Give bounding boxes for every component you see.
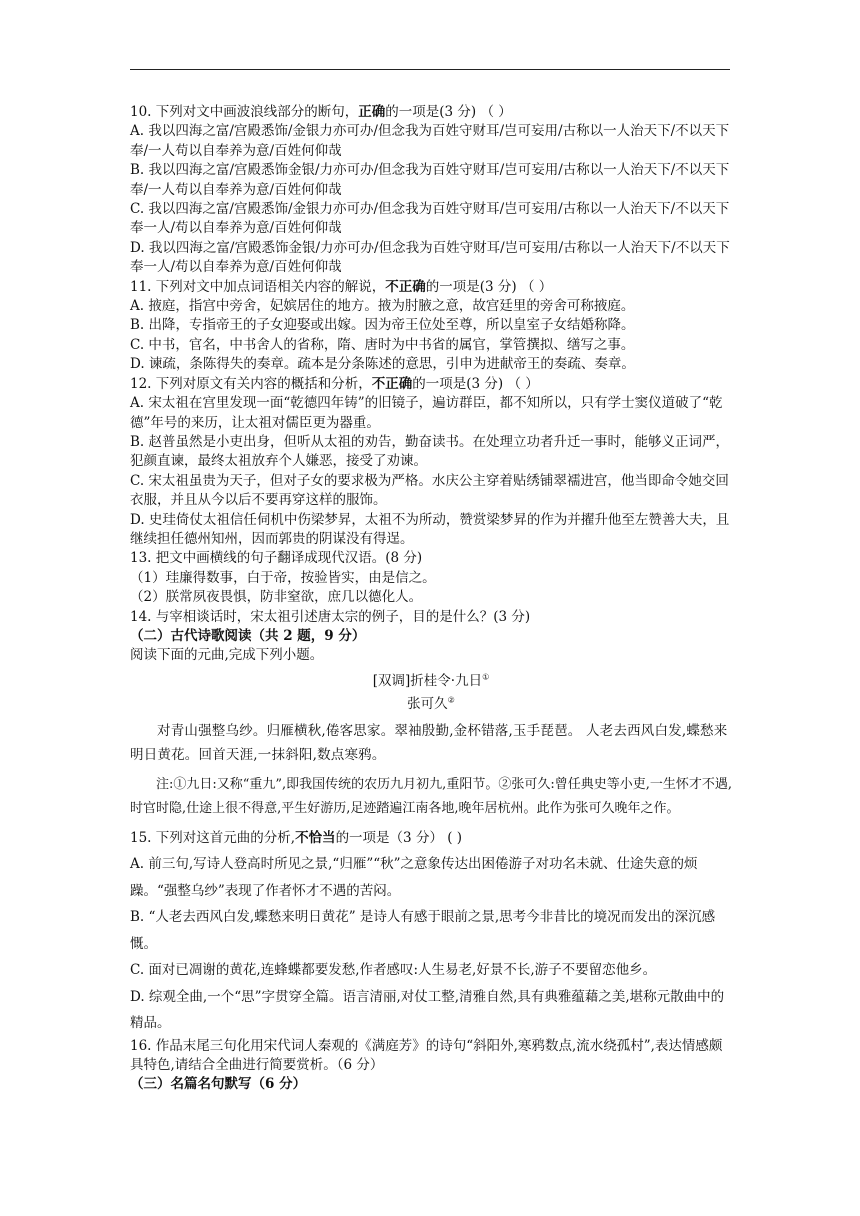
header-rule [130,69,730,70]
poem-title-text: [双调]折桂令·九日 [372,672,483,689]
q15-stem-emphasis: 不恰当 [295,829,336,846]
q10-stem-tail: 的一项是(3 分) （ ） [385,104,512,120]
q12-stem-tail: 的一项是(3 分) （ ） [412,375,539,392]
poem-body: 对青山强整乌纱。归雁横秋,倦客思家。翠袖殷勤,金杯错落,玉手琵琶。 人老去西风白发,蝶愁来明日黄花。回首天涯,一抹斜阳,数点寒鸦。 [130,722,728,763]
section2-heading: （二）古代诗歌阅读（共 2 题，9 分） [130,627,366,644]
page-content [130,103,732,1095]
q10-option-a: A. 我以四海之富/宫殿悉饰/金银力亦可办/但念我为百姓守财耳/岂可妄用/古称以一人治天下/不以天下奉/一人苟以自奉养为意/百姓何仰哉 [130,123,730,159]
q11-option-a: A. 掖庭，指宫中旁舍，妃嫔居住的地方。掖为肘腋之意，故宫廷里的旁舍可称掖庭。 [130,298,635,315]
q12-option-d: D. 史珪倚仗太祖信任伺机中伤梁梦昇，太祖不为所动，赞赏梁梦昇的作为并擢升他至左赞善大夫，且继续担任德州知州，因而郭贵的阴谋没有得逞。 [130,511,730,547]
q12-stem-text: 12. 下列对原文有关内容的概括和分析， [130,375,372,392]
q10-stem-text: 10. 下列对文中画波浪线部分的断句， [130,104,359,120]
q16-stem: 16. 作品末尾三句化用宋代词人秦观的《满庭芳》的诗句“斜阳外,寒鸦数点,流水绕孤村”,表达情感颇具特色,请结合全曲进行简要赏析。（6 分） [130,1037,723,1073]
section3-heading: （三）名篇名句默写（6 分） [130,1076,307,1093]
poem-author [130,695,732,714]
q10-stem [130,103,732,122]
q12-stem [130,375,732,394]
q12-stem-emphasis: 不正确 [371,375,413,392]
q12-option-a: A. 宋太祖在宫里发现一面“乾德四年铸”的旧镜子，遍访群臣，都不知所以，只有学士窦仪道破了“乾德”年号的来历，让太祖对儒臣更为器重。 [130,395,723,431]
q15-option-a: A. 前三句,写诗人登高时所见之景,“归雁”“秋”之意象传达出困倦游子对功名未就、仕途失意的烦躁。“强整乌纱”表现了作者怀才不遇的苦闷。 [130,856,698,899]
q11-option-c: C. 中书，官名，中书舍人的省称，隋、唐时为中书省的属官，掌管撰拟、缮写之事。 [130,336,635,353]
poem-title-note-mark: ① [482,672,490,682]
q10-option-b: B. 我以四海之富/宫殿悉饰金银/力亦可办/但念我为百姓守财耳/岂可妄用/古称以一人治天下/不以天下奉/一人苟以自奉养为意/百姓何仰哉 [130,162,730,198]
q15-option-c: C. 面对已凋谢的黄花,连蜂蝶都要发愁,作者感叹:人生易老,好景不长,游子不要留恋他乡。 [130,962,657,979]
poem-author-note-mark: ② [447,695,455,705]
q11-option-d: D. 谏疏，条陈得失的奏章。疏本是分条陈述的意思，引申为进献帝王的奏疏、奏章。 [130,356,635,373]
q11-stem [130,278,732,297]
q15-option-b: B. “人老去西风白发,蝶愁来明日黄花” 是诗人有感于眼前之景,思考今非昔比的境况而发出的深沉感慨。 [130,909,716,952]
q13-sentence-2: （2）朕常夙夜畏惧，防非窒欲，庶几以德化人。 [130,589,423,606]
q15-option-d: D. 综观全曲,一个“思”字贯穿全篇。语言清丽,对仗工整,清雅自然,具有典雅蕴藉之美,堪称元散曲中的精品。 [130,988,725,1032]
q15-stem-tail: 的一项是（3 分） ( ) [335,829,463,846]
q12-option-b: B. 赵普虽然是小吏出身，但听从太祖的劝告，勤奋读书。在处理立功者升迁一事时，能够义正词严，犯颜直谏，最终太祖放弃个人嫌恶，接受了劝谏。 [130,433,730,470]
q12-option-c: C. 宋太祖虽贵为天子，但对子女的要求极为严格。水庆公主穿着贴绣铺翠襦进宫，他当即命令她交回衣服，并且从今以后不要再穿这样的服饰。 [130,472,729,509]
q11-option-b: B. 出降，专指帝王的子女迎娶或出嫁。因为帝王位处至尊，所以皇室子女结婚称降。 [130,317,635,334]
q11-stem-text: 11. 下列对文中加点词语相关内容的解说， [130,278,386,295]
q11-stem-emphasis: 不正确 [385,278,426,295]
poem-title [130,672,732,691]
q15-block [130,825,732,1037]
q10-option-d: D. 我以四海之富/宫殿悉饰金银/力亦可办/但念我为百姓守财耳/岂可妄用/古称以一人治天下/不以天下奉一人/苟以自奉养为意/百姓何仰哉 [130,239,730,276]
q10-stem-emphasis: 正确 [358,104,386,120]
section2-intro: 阅读下面的元曲,完成下列小题。 [130,647,324,664]
q15-stem-text: 15. 下列对这首元曲的分析, [130,829,296,846]
q13-stem: 13. 把文中画横线的句子翻译成现代汉语。(8 分) [130,550,423,567]
q15-stem [130,825,732,852]
q11-stem-tail: 的一项是(3 分) （ ） [425,278,553,295]
q10-option-c: C. 我以四海之富/宫殿悉饰/金银力亦可办/但念我为百姓守财耳/岂可妄用/古称以一人治天下/不以天下奉一人/苟以自奉养为意/百姓何仰哉 [130,201,730,237]
q13-sentence-1: （1）珪廉得数事，白于帝，按验皆实，由是信之。 [130,569,436,586]
poem-author-text: 张可久 [407,696,448,713]
q14-stem: 14. 与宰相谈话时，宋太祖引述唐太宗的例子，目的是什么？(3 分) [130,608,531,625]
poem-notes: 注:①九日:又称“重九”,即我国传统的农历九月初九,重阳节。②张可久:曾任典史等小吏,一生怀才不遇,时官时隐,仕途上很不得意,平生好游历,足迹踏遍江南各地,晚年居杭州。此作为张可久晚年之作。 [130,776,732,816]
